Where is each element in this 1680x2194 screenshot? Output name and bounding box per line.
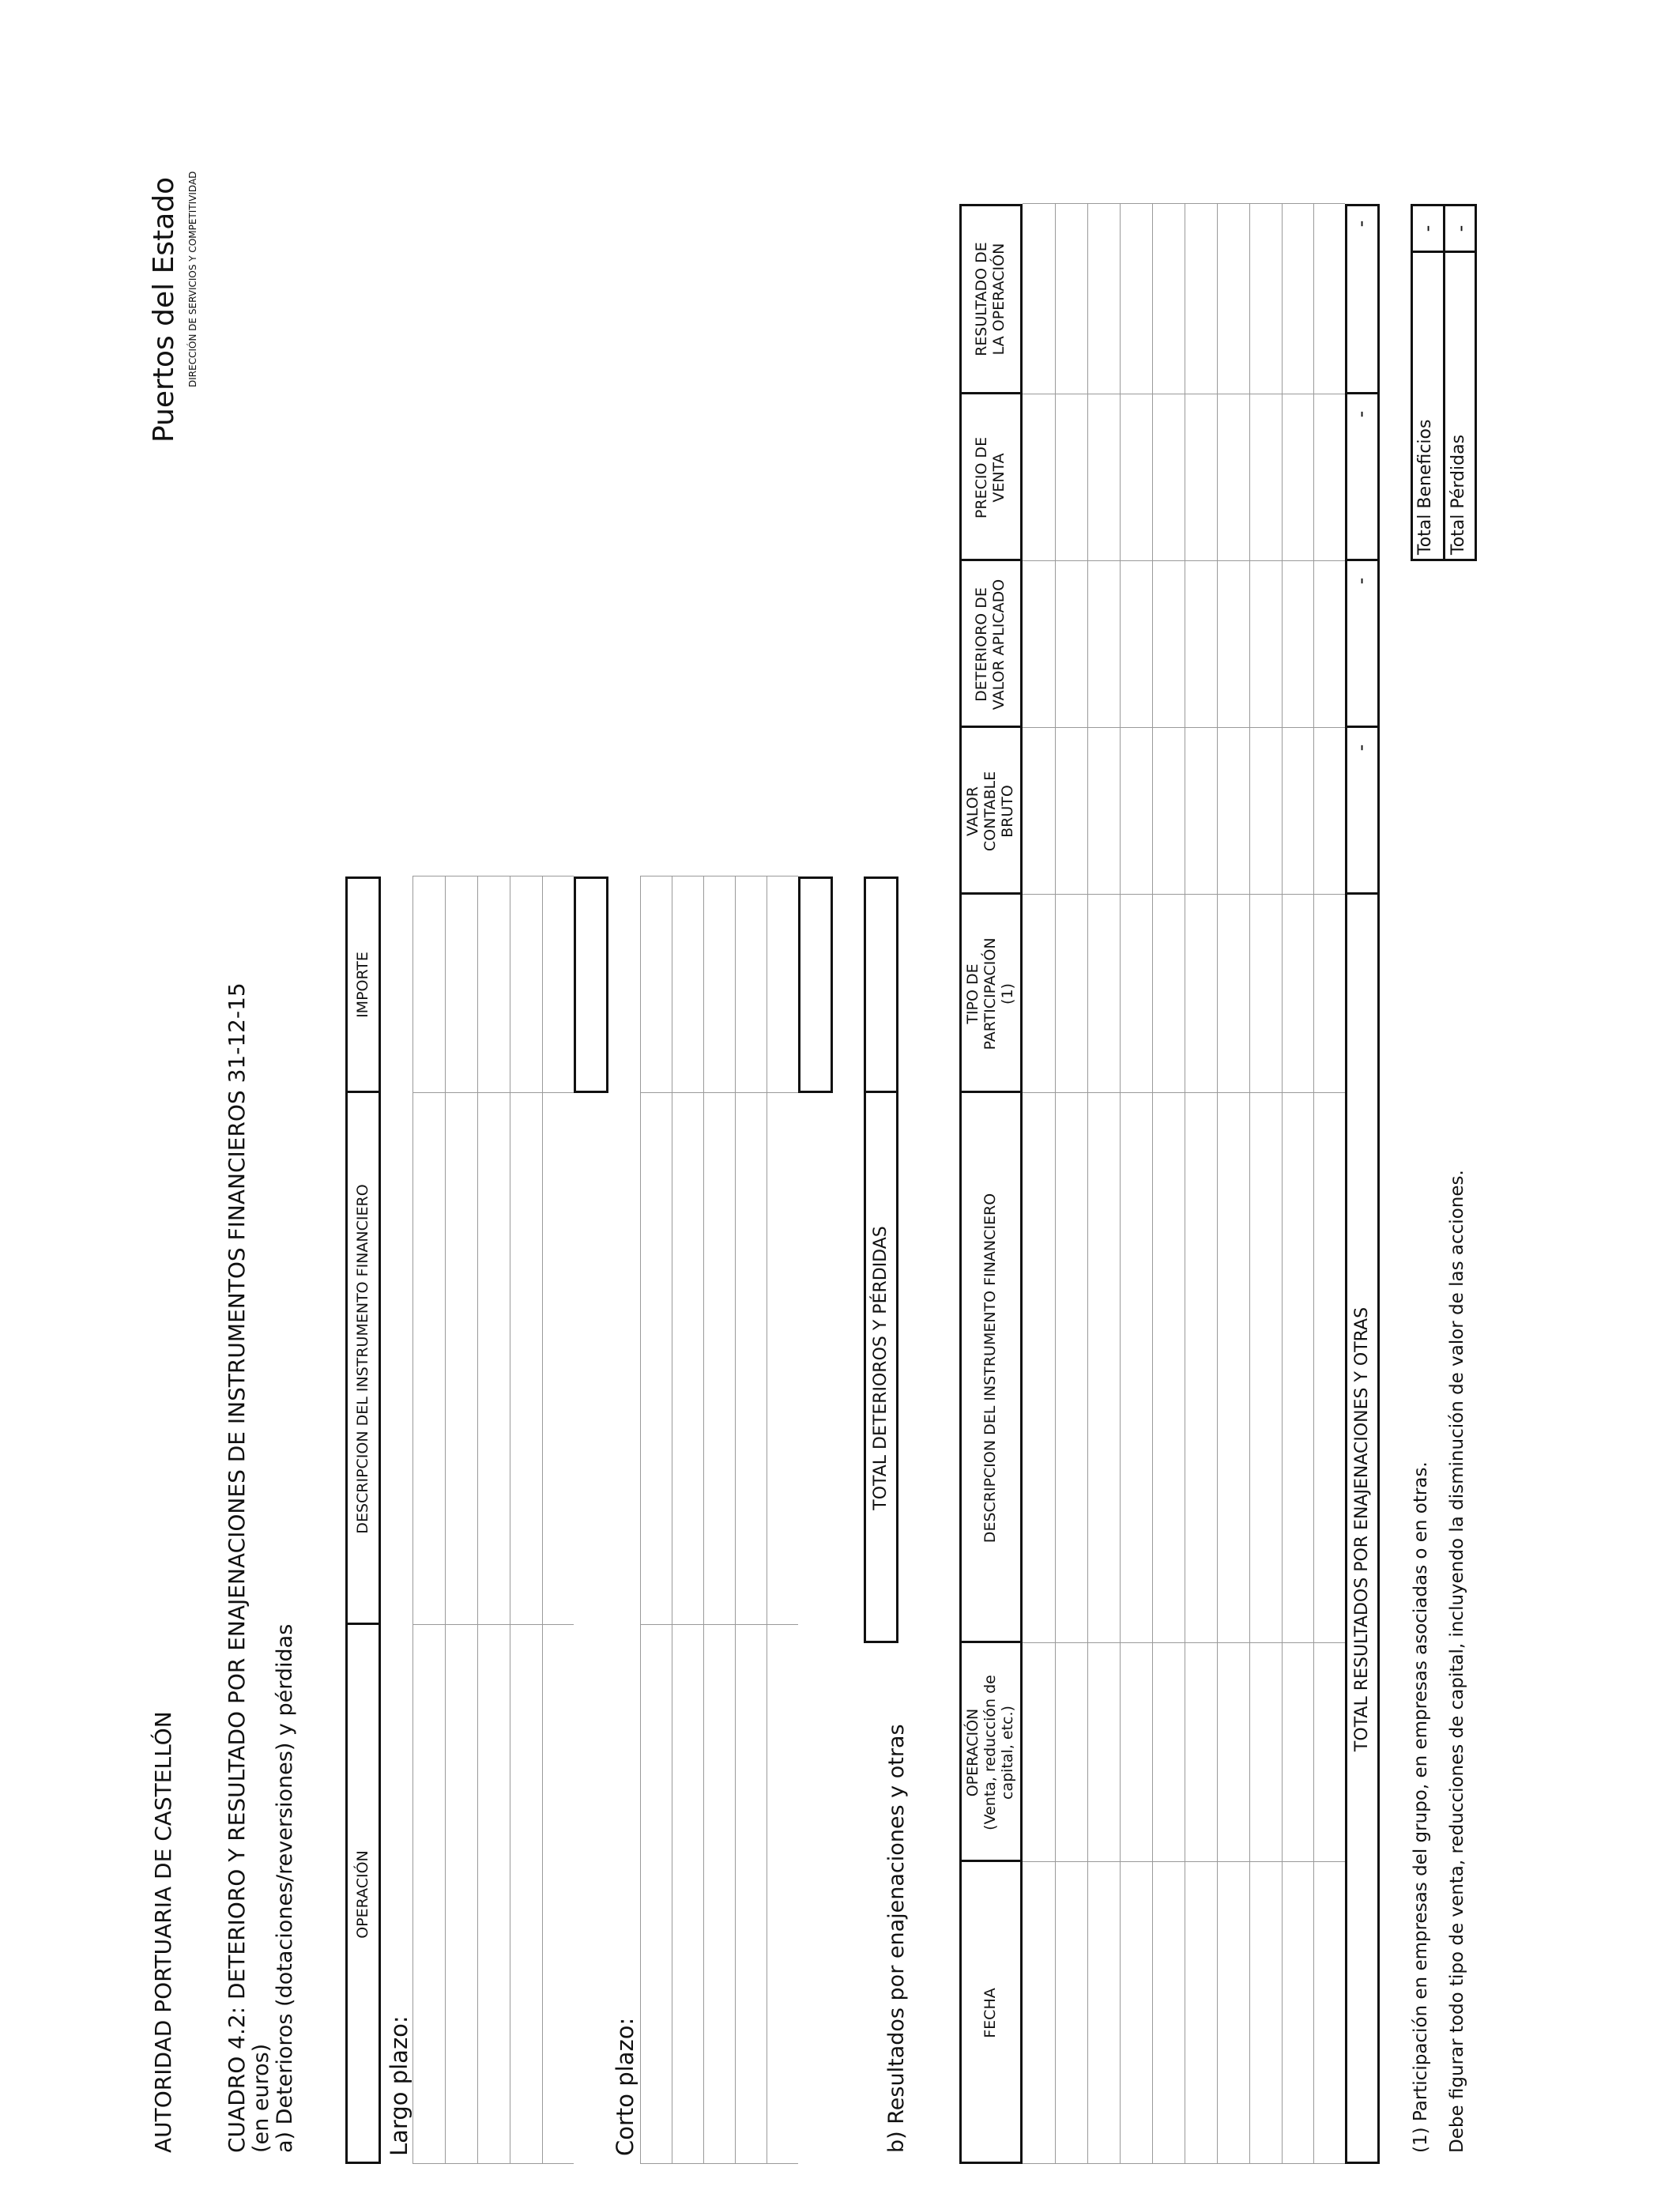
- units-label: (en euros): [249, 2043, 273, 2153]
- col-valor: VALOR CONTABLE BRUTO: [964, 771, 1016, 852]
- logo-name: Puertos del Estado: [148, 176, 180, 443]
- col-resultado: RESULTADO DE LA OPERACIÓN: [973, 242, 1008, 356]
- org-name: AUTORIDAD PORTUARIA DE CASTELLÓN: [150, 1711, 176, 2153]
- total-valor: -: [1350, 744, 1372, 752]
- col-descripcion-b: DESCRIPCION DEL INSTRUMENTO FINANCIERO: [981, 1193, 1000, 1544]
- page-title: CUADRO 4.2: DETERIORO Y RESULTADO POR ENAJENACIONES DE INSTRUMENTOS FINANCIEROS 31-12-15: [224, 982, 250, 2153]
- section-a-title: a) Deterioros (dotaciones/reversiones) y pérdidas: [273, 1623, 297, 2153]
- footnote-1: (1) Participación en empresas del grupo, en empresas asociadas o en otras.: [1411, 1461, 1431, 2153]
- corto-plazo-label: Corto plazo:: [612, 2017, 638, 2156]
- total-resultados-label: TOTAL RESULTADOS POR ENAJENACIONES Y OTRAS: [1352, 1306, 1373, 1752]
- total-perdidas-label: Total Pérdidas: [1448, 434, 1468, 555]
- total-deterioros-label: TOTAL DETERIOROS Y PÉRDIDAS: [871, 1226, 891, 1510]
- col-deterioro: DETERIORO DE VALOR APLICADO: [973, 579, 1008, 711]
- col-importe: IMPORTE: [353, 952, 371, 1018]
- total-resultado: -: [1350, 220, 1372, 228]
- corto-plazo-subtotal: [798, 876, 833, 1093]
- total-precio: -: [1350, 410, 1372, 418]
- col-operacion: OPERACIÓN: [353, 1850, 371, 1939]
- col-operacion-b: OPERACIÓN (Venta, reducción de capital, etc.): [964, 1675, 1016, 1830]
- section-b-title: b) Resultados por enajenaciones y otras: [884, 1724, 909, 2153]
- total-perdidas-value: -: [1449, 224, 1471, 232]
- largo-plazo-label: Largo plazo:: [386, 2015, 412, 2156]
- largo-plazo-subtotal: [574, 876, 608, 1093]
- total-beneficios-label: Total Beneficios: [1415, 419, 1435, 555]
- col-precio: PRECIO DE VENTA: [973, 436, 1008, 519]
- col-descripcion: DESCRIPCION DEL INSTRUMENTO FINANCIERO: [353, 1184, 371, 1534]
- footnote-2: Debe figurar todo tipo de venta, reducciones de capital, incluyendo la disminución de valor de las acciones.: [1447, 1170, 1467, 2153]
- logo-subtitle: DIRECCIÓN DE SERVICIOS Y COMPETITIVIDAD: [187, 171, 198, 387]
- total-deterioro: -: [1350, 577, 1372, 585]
- col-fecha: FECHA: [981, 1988, 1000, 2038]
- col-tipo: TIPO DE PARTICIPACIÓN (1): [964, 937, 1016, 1050]
- total-beneficios-value: -: [1416, 224, 1438, 232]
